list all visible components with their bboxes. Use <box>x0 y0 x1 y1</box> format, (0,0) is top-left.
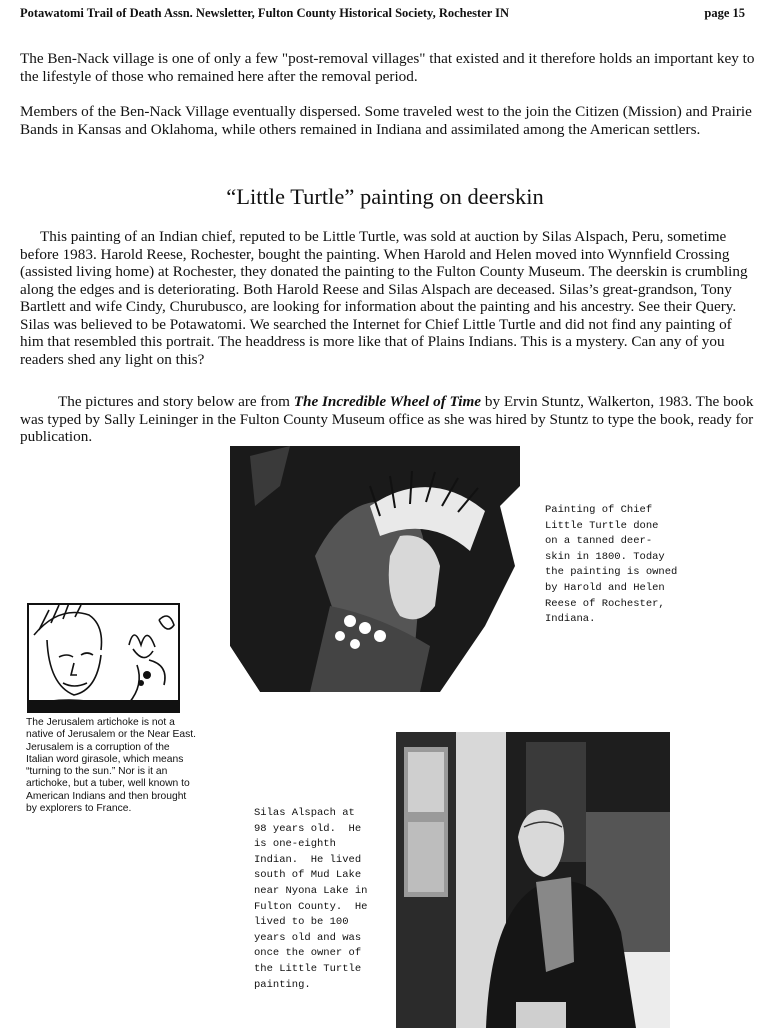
painting-caption: Painting of Chief Little Turtle done on a tanned deer- skin in 1800. Today the painting is owned by Harold and Helen Reese of Rochester, Indiana. <box>545 504 678 626</box>
little-turtle-painting-image <box>230 446 520 692</box>
paragraph-dispersal: Members of the Ben-Nack Village eventually dispersed. Some traveled west to the join the Citizen (Mission) and Prairie Bands in Kansas and Oklahoma, while others remained in Indiana and assimilated among the American settlers. <box>20 103 752 138</box>
paragraph-ben-nack: The Ben-Nack village is one of only a few "post-removal villages" that existed and it therefore holds an important key to the lifestyle of those who remained here after the removal period. <box>20 50 755 85</box>
silas-alspach-photo <box>396 732 670 1028</box>
paragraph-source <box>20 393 758 446</box>
article-title: “Little Turtle” painting on deerskin <box>226 184 544 209</box>
page-number: page 15 <box>704 6 745 20</box>
source-text-before: The pictures and story below are from <box>58 393 294 410</box>
silas-caption: Silas Alspach at 98 years old. He is one-eighth Indian. He lived south of Mud Lake near Nyona Lake in Fulton County. He lived to be 100 years old and was once the owner of the Little Turtle painting. <box>254 807 368 991</box>
source-text-after: by Ervin Stuntz, Walkerton, 1983. The book was typed by Sally Leininger in the Fulton County Museum office as she was hired by Stuntz to type the book, ready for publication. <box>20 393 754 445</box>
newsletter-title: Potawatomi Trail of Death Assn. Newsletter, Fulton County Historical Society, Rochester IN <box>20 6 510 20</box>
artichoke-caption: The Jerusalem artichoke is not a native of Jerusalem or the Near East. Jerusalem is a corruption of the Italian word girasole, which means “turning to the sun.” Nor is it an artichoke, but a tuber, well known to American Indians and then brought by explorers to France. <box>26 717 196 815</box>
jerusalem-artichoke-cartoon <box>27 603 180 713</box>
paragraph-painting-story: This painting of an Indian chief, reputed to be Little Turtle, was sold at auction by Silas Alspach, Peru, sometime before 1983. Harold Reese, Rochester, bought the painting. When Harold and Helen moved into Wynnfield Crossing (assisted living home) at Rochester, they donated the painting to the Fulton County Museum. The deerskin is crumbling along the edges and is deteriorating. Both Harold Reese and Silas Alspach are deceased. Silas’s great-grandson, Tony Bartlett and wife Cindy, Churubusco, are looking for information about the painting and his ancestry. See their Query. Silas was believed to be Potawatomi. We searched the Internet for Chief Little Turtle and did not find any painting of him that resembled this portrait. The headdress is more like that of Plains Indians. This is a mystery. Can any of you readers shed any light on this? <box>20 228 748 368</box>
page-header <box>20 6 745 24</box>
book-title: The Incredible Wheel of Time <box>293 393 482 410</box>
